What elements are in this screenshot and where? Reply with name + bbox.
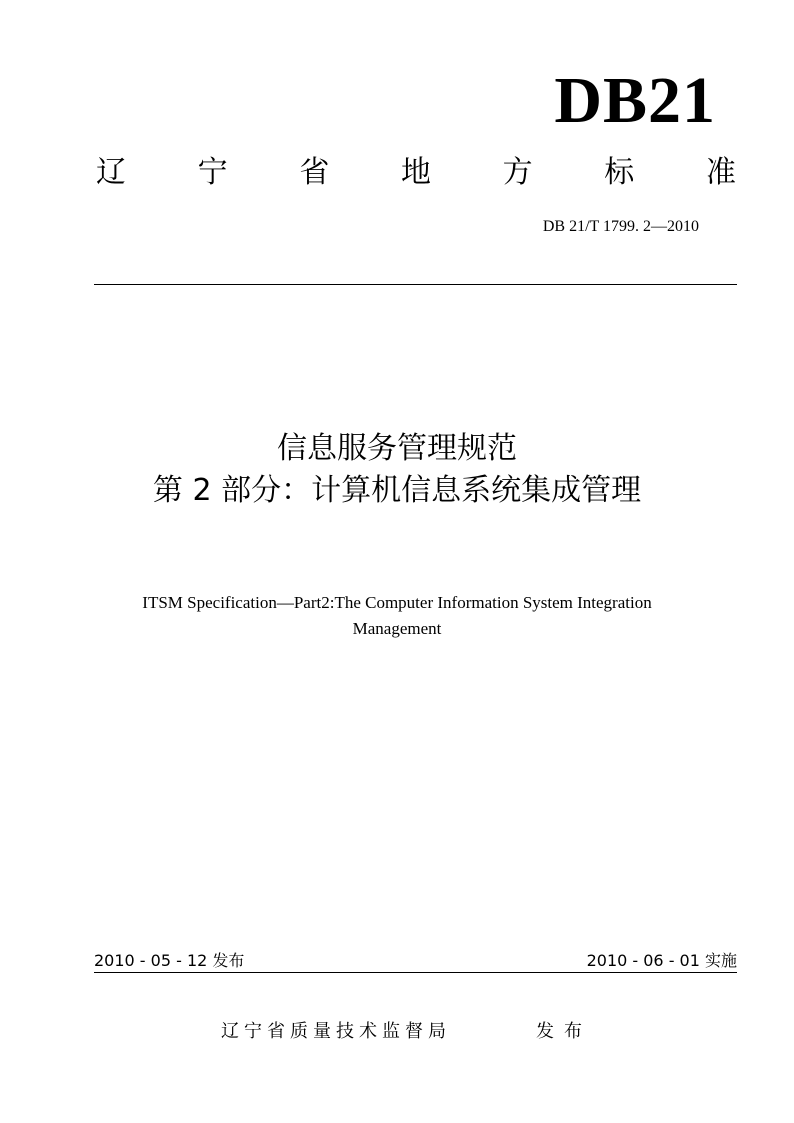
chinese-title-line-2: 第 2 部分：计算机信息系统集成管理	[152, 473, 642, 508]
date-row	[94, 950, 737, 972]
publish-date: 2010 - 05 - 12 发布	[94, 951, 245, 970]
standard-number: DB 21/T 1799. 2—2010	[542, 218, 699, 235]
authority-char: 方	[502, 155, 533, 190]
issuing-authority: 辽宁省质量技术监督局	[221, 1021, 451, 1042]
authority-char: 辽	[96, 155, 126, 190]
implementation-date: 2010 - 06 - 01 实施	[586, 951, 737, 970]
chinese-title	[0, 428, 794, 512]
authority-char: 准	[705, 155, 736, 190]
authority-char: 标	[604, 155, 635, 190]
english-title: ITSM Specification—Part2:The Computer Information System Integration Management	[142, 593, 652, 638]
header-divider	[94, 284, 737, 285]
footer-divider	[94, 972, 737, 973]
standard-code-mark: DB21	[554, 64, 716, 137]
chinese-title-line-1: 信息服务管理规范	[277, 431, 517, 466]
authority-title	[96, 150, 736, 196]
authority-char: 宁	[197, 155, 228, 190]
authority-char: 省	[299, 155, 330, 190]
authority-char: 地	[400, 155, 431, 190]
issue-label: 发布	[536, 1021, 592, 1042]
